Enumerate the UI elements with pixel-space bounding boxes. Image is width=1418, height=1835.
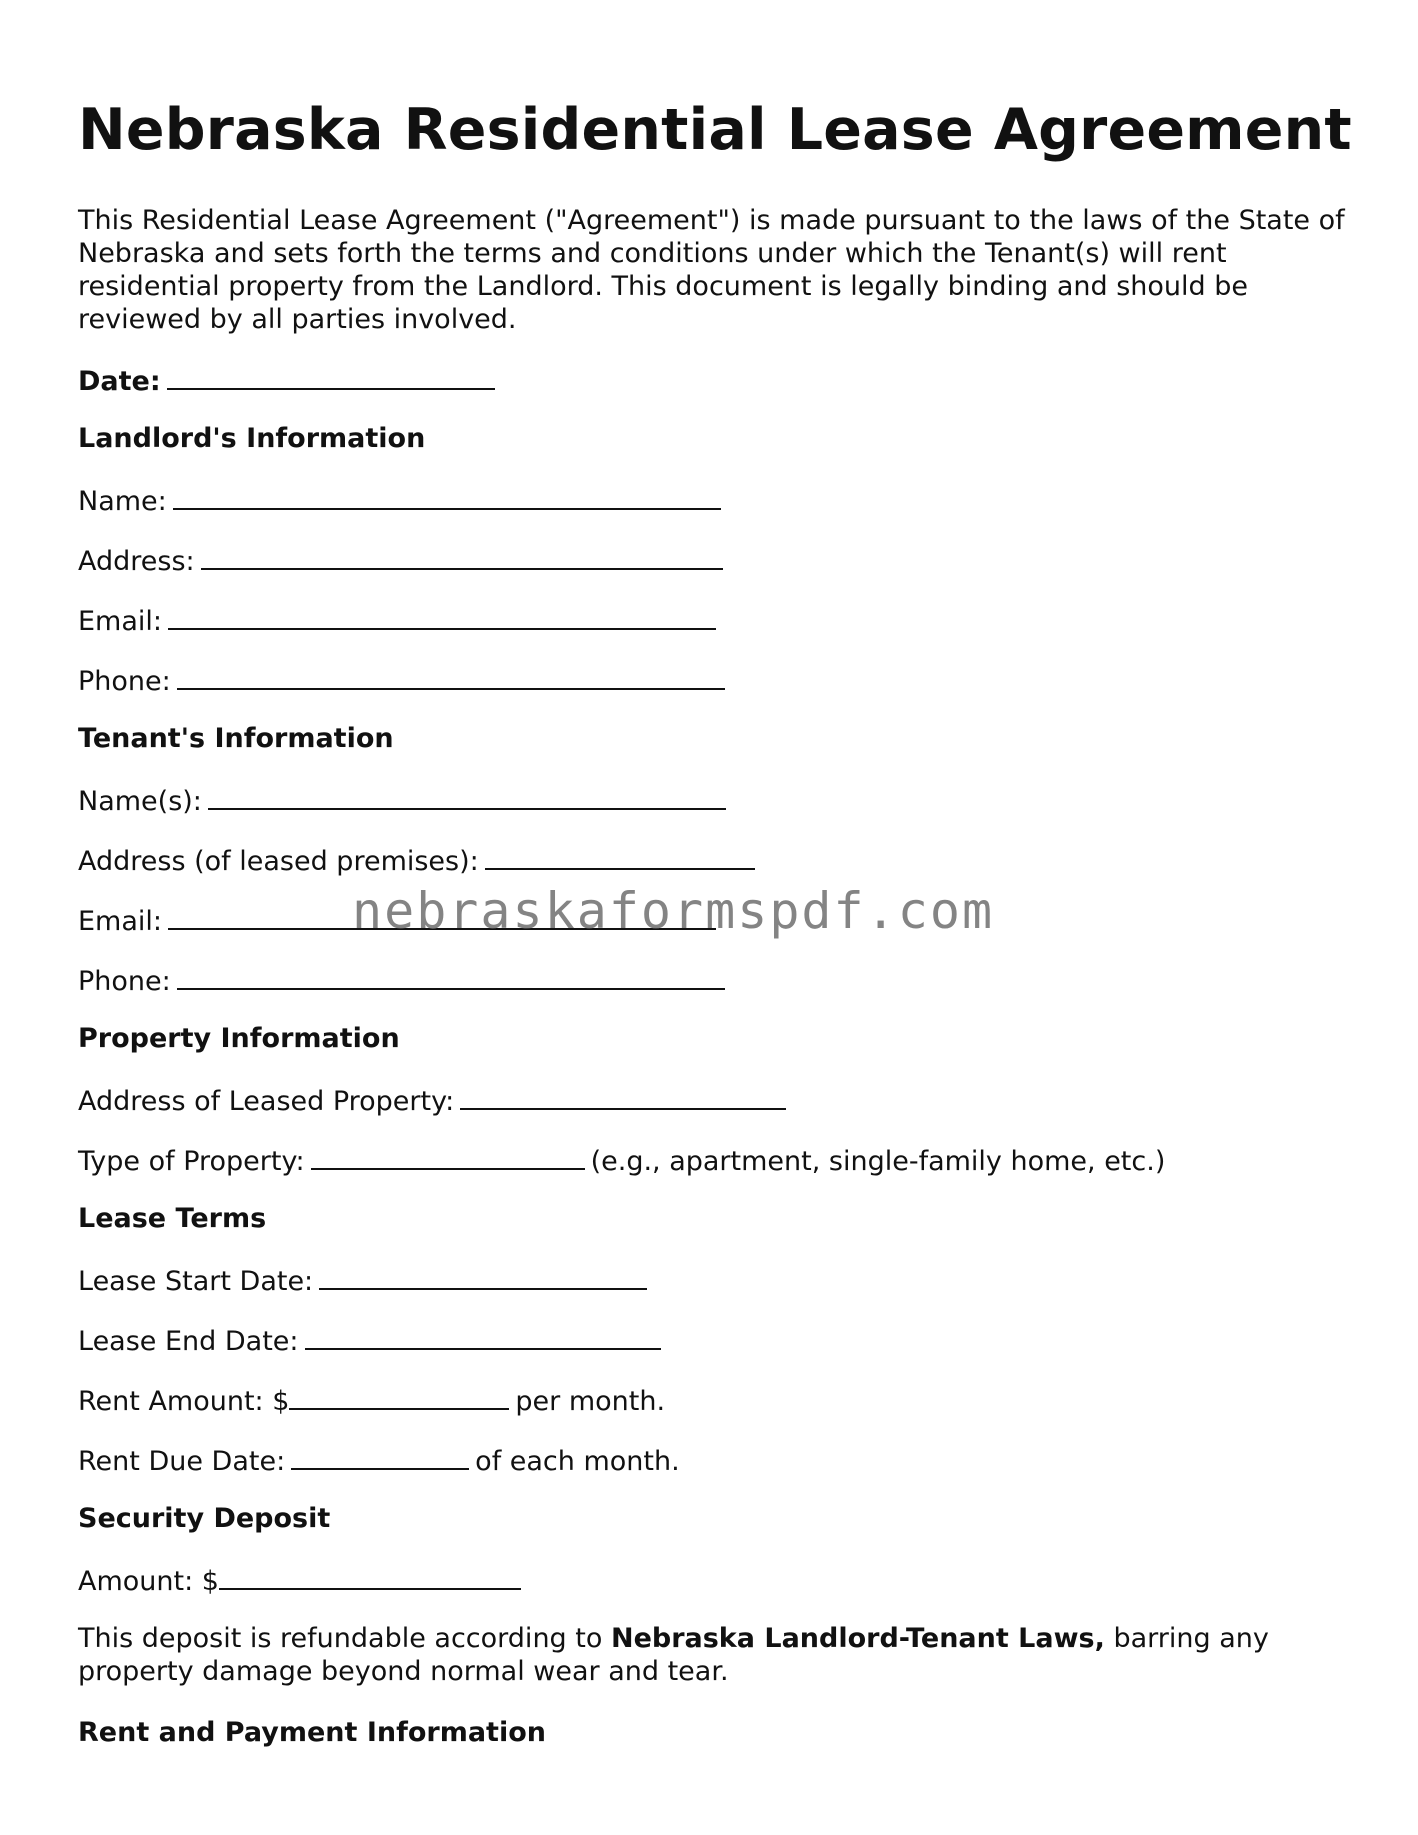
landlord-phone-label: Phone: xyxy=(78,666,171,697)
landlord-address-label: Address: xyxy=(78,546,195,577)
landlord-email-row xyxy=(78,602,722,638)
deposit-text-before: This deposit is refundable according to xyxy=(78,1623,611,1654)
landlord-address-row xyxy=(78,542,729,578)
tenant-phone-row xyxy=(78,962,731,998)
landlord-phone-field[interactable] xyxy=(177,662,725,690)
landlord-email-label: Email: xyxy=(78,606,163,637)
property-heading: Property Information xyxy=(78,1023,400,1054)
deposit-amount-field[interactable] xyxy=(219,1562,521,1590)
tenant-email-label: Email: xyxy=(78,906,163,937)
date-field[interactable] xyxy=(167,362,495,390)
lease-end-label: Lease End Date: xyxy=(78,1326,299,1357)
lease-start-label: Lease Start Date: xyxy=(78,1266,314,1297)
rent-due-row xyxy=(78,1442,680,1478)
deposit-text-after: barring any property damage beyond normal wear and tear. xyxy=(78,1623,1269,1687)
landlord-email-field[interactable] xyxy=(168,602,716,630)
lease-start-field[interactable] xyxy=(319,1262,647,1290)
lease-end-field[interactable] xyxy=(305,1322,661,1350)
deposit-amount-label: Amount: $ xyxy=(78,1566,219,1597)
tenant-name-row xyxy=(78,782,732,818)
tenant-heading: Tenant's Information xyxy=(78,723,394,754)
rent-amount-row xyxy=(78,1382,665,1418)
security-deposit-heading: Security Deposit xyxy=(78,1503,331,1534)
rent-amount-field[interactable] xyxy=(289,1382,509,1410)
deposit-refund-paragraph xyxy=(78,1622,1346,1688)
lease-end-row xyxy=(78,1322,667,1358)
document-title: Nebraska Residential Lease Agreement xyxy=(78,97,1352,163)
deposit-text-law: Nebraska Landlord-Tenant Laws, xyxy=(610,1623,1105,1654)
tenant-address-field[interactable] xyxy=(485,842,755,870)
tenant-phone-label: Phone: xyxy=(78,966,171,997)
landlord-name-row xyxy=(78,482,727,518)
date-row xyxy=(78,362,501,398)
lease-terms-heading: Lease Terms xyxy=(78,1203,267,1234)
landlord-heading: Landlord's Information xyxy=(78,423,426,454)
lease-start-row xyxy=(78,1262,653,1298)
property-type-row xyxy=(78,1142,1165,1178)
rent-due-suffix: of each month. xyxy=(475,1446,680,1477)
tenant-name-label: Name(s): xyxy=(78,786,202,817)
property-type-label: Type of Property: xyxy=(78,1146,305,1177)
rent-due-label: Rent Due Date: xyxy=(78,1446,286,1477)
rent-amount-label: Rent Amount: $ xyxy=(78,1386,290,1417)
landlord-name-label: Name: xyxy=(78,486,167,517)
tenant-address-row xyxy=(78,842,761,878)
rent-due-field[interactable] xyxy=(291,1442,469,1470)
property-address-row xyxy=(78,1082,792,1118)
tenant-phone-field[interactable] xyxy=(177,962,725,990)
deposit-amount-row xyxy=(78,1562,527,1598)
landlord-name-field[interactable] xyxy=(173,482,721,510)
watermark: nebraskaformspdf.com xyxy=(352,882,995,940)
property-type-field[interactable] xyxy=(311,1142,585,1170)
property-address-label: Address of Leased Property: xyxy=(78,1086,455,1117)
landlord-phone-row xyxy=(78,662,731,698)
rent-payment-heading: Rent and Payment Information xyxy=(78,1717,546,1748)
rent-amount-suffix: per month. xyxy=(515,1386,666,1417)
tenant-address-label: Address (of leased premises): xyxy=(78,846,479,877)
date-label: Date: xyxy=(78,366,161,397)
property-type-hint: (e.g., apartment, single-family home, etc.) xyxy=(590,1146,1166,1177)
tenant-name-field[interactable] xyxy=(208,782,726,810)
intro-paragraph: This Residential Lease Agreement ("Agreement") is made pursuant to the laws of the State of Nebraska and sets forth the terms and conditions under which the Tenant(s) will rent residential property from the Landlord. This document is legally binding and should be reviewed by all parties involved. xyxy=(78,205,1345,335)
property-address-field[interactable] xyxy=(460,1082,786,1110)
landlord-address-field[interactable] xyxy=(201,542,723,570)
